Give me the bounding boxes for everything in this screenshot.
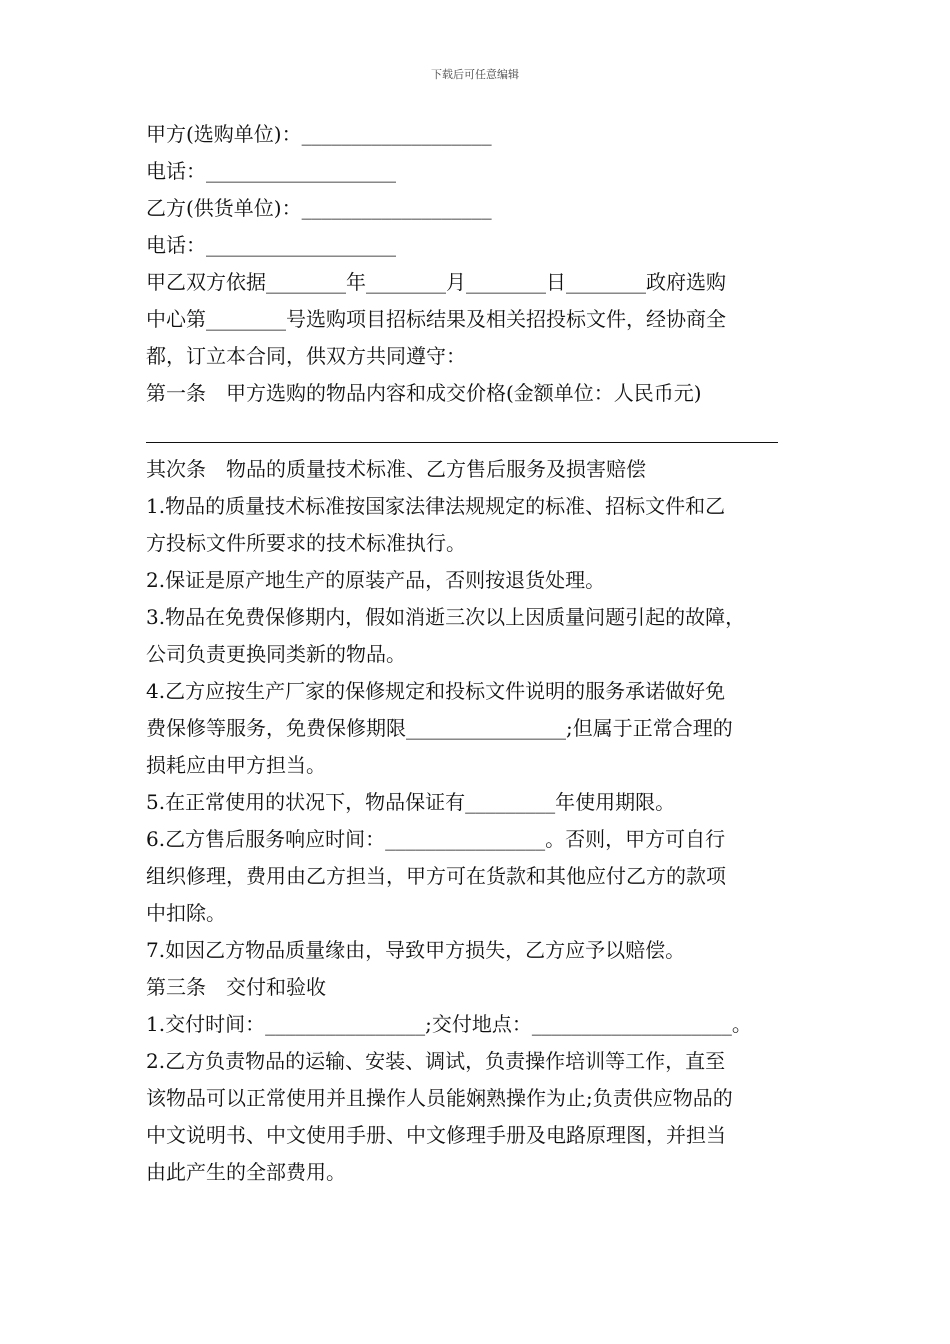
phone-b-line: 电话：___________________ — [146, 233, 396, 257]
header-note: 下载后可任意编辑 — [431, 68, 519, 81]
article-2-item-4b: 费保修等服务，免费保修期限________________;但属于正常合理的 — [146, 716, 733, 740]
article-1-blank-line — [146, 418, 778, 443]
article-1-title: 第一条 甲方选购的物品内容和成交价格(金额单位：人民币元) — [146, 381, 702, 405]
party-a-line: 甲方(选购单位)：___________________ — [146, 122, 492, 146]
article-2-item-4c: 损耗应由甲方担当。 — [146, 753, 326, 777]
article-2-item-2: 2.保证是原产地生产的原装产品，否则按退货处理。 — [146, 568, 606, 592]
article-3-title: 第三条 交付和验收 — [146, 975, 326, 999]
contract-body — [146, 116, 811, 1191]
article-2-item-7: 7.如因乙方物品质量缘由，导致甲方损失，乙方应予以赔偿。 — [146, 938, 686, 962]
article-2-title: 其次条 物品的质量技术标准、乙方售后服务及损害赔偿 — [146, 457, 646, 481]
basis-line-2: 中心第________号选购项目招标结果及相关招投标文件，经协商全 — [146, 307, 726, 331]
article-3-item-2a: 2.乙方负责物品的运输、安装、调试，负责操作培训等工作，直至 — [146, 1049, 726, 1073]
basis-line-1: 甲乙双方依据________年________月________日________政府选购 — [146, 270, 726, 294]
article-2-item-3a: 3.物品在免费保修期内，假如消逝三次以上因质量问题引起的故障， — [146, 605, 746, 629]
article-3-item-2c: 中文说明书、中文使用手册、中文修理手册及电路原理图，并担当 — [146, 1123, 726, 1147]
article-3-item-1: 1.交付时间：________________;交付地点：____________________。 — [146, 1012, 752, 1036]
article-2-item-3b: 公司负责更换同类新的物品。 — [146, 642, 406, 666]
article-2-item-6c: 中扣除。 — [146, 901, 226, 925]
article-2-item-6b: 组织修理，费用由乙方担当，甲方可在货款和其他应付乙方的款项 — [146, 864, 726, 888]
basis-line-3: 都，订立本合同，供双方共同遵守： — [146, 344, 466, 368]
article-2-item-5: 5.在正常使用的状况下，物品保证有_________年使用期限。 — [146, 790, 676, 814]
party-b-line: 乙方(供货单位)：___________________ — [146, 196, 492, 220]
article-2-item-1b: 方投标文件所要求的技术标准执行。 — [146, 531, 466, 555]
article-2-item-4a: 4.乙方应按生产厂家的保修规定和投标文件说明的服务承诺做好免 — [146, 679, 726, 703]
article-3-item-2d: 由此产生的全部费用。 — [146, 1160, 346, 1184]
article-2-item-6a: 6.乙方售后服务响应时间：________________。否则，甲方可自行 — [146, 827, 726, 851]
article-2-item-1a: 1.物品的质量技术标准按国家法律法规规定的标准、招标文件和乙 — [146, 494, 726, 518]
article-3-item-2b: 该物品可以正常使用并且操作人员能娴熟操作为止;负责供应物品的 — [146, 1086, 733, 1110]
phone-a-line: 电话：___________________ — [146, 159, 396, 183]
